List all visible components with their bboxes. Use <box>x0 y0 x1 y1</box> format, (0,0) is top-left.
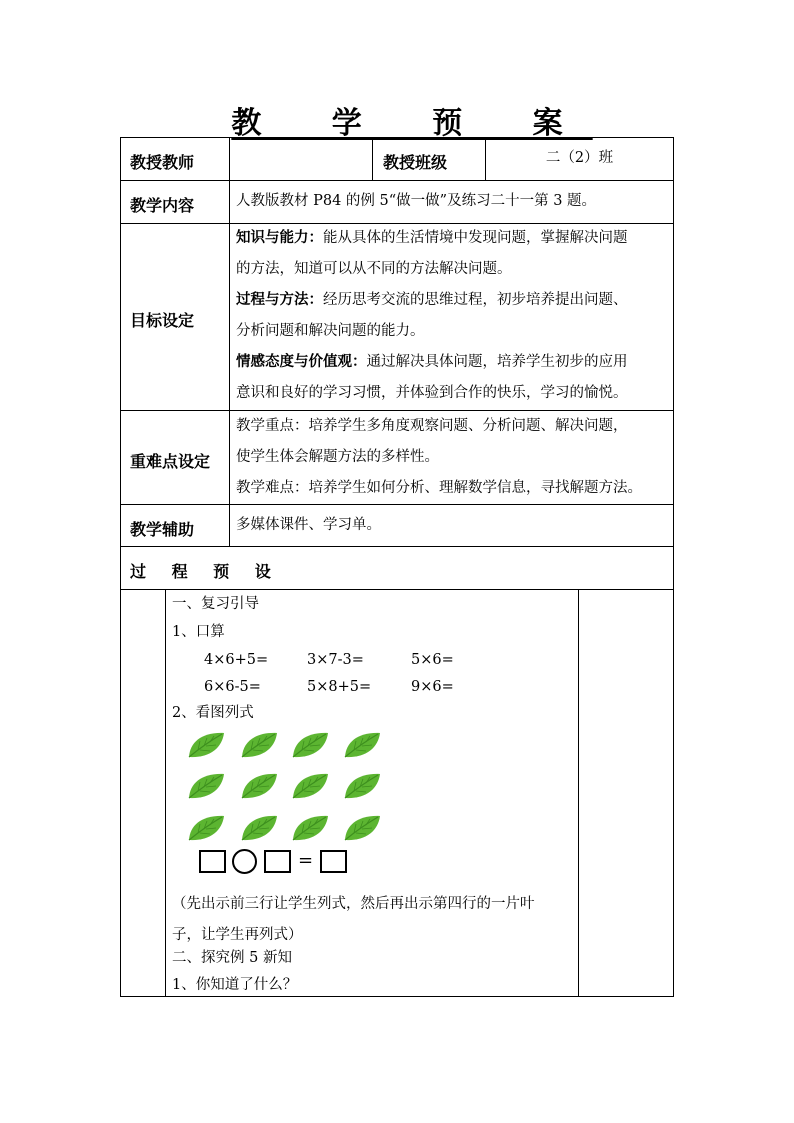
key-points: 教学重点：培养学生多角度观察问题、分析问题、解决问题， 使学生体会解题方法的多样性。 教学难点：培养学生如何分析、理解数学信息，寻找解题方法。 <box>236 418 642 496</box>
calc-1-1: 4×6+5= <box>204 652 269 668</box>
answer-box-3 <box>320 850 347 873</box>
leaf-icon <box>342 771 382 801</box>
oral-calc-heading: 1、口算 <box>172 624 225 640</box>
calc-2-1: 6×6-5= <box>204 679 261 695</box>
leaf-icon <box>186 813 226 843</box>
leaf-icon <box>239 813 279 843</box>
process-heading: 过 程 预 设 <box>130 562 281 581</box>
leaf-icon <box>290 730 330 760</box>
class-value: 二（2）班 <box>545 150 614 166</box>
aids-value: 多媒体课件、学习单。 <box>236 517 381 533</box>
leaf-icon <box>290 771 330 801</box>
calc-1-2: 3×7-3= <box>307 652 364 668</box>
leaf-icon <box>239 730 279 760</box>
leaf-icon <box>186 771 226 801</box>
leaf-icon <box>342 813 382 843</box>
leaf-icon <box>290 813 330 843</box>
picture-equation-heading: 2、看图列式 <box>172 705 254 721</box>
goal-knowledge-head: 知识与能力： <box>236 230 323 246</box>
operator-circle <box>232 849 257 874</box>
teacher-label: 教授教师 <box>130 153 195 172</box>
class-label: 教授班级 <box>383 153 448 172</box>
calc-2-3: 9×6= <box>411 679 454 695</box>
content-label: 教学内容 <box>130 196 195 215</box>
goal-emotion-head: 情感态度与价值观： <box>236 354 367 370</box>
key-points-label: 重难点设定 <box>130 452 211 471</box>
goal-knowledge: 知识与能力：能从具体的生活情境中发现问题，掌握解决问题 的方法，知道可以从不同的方法解决问题。 过程与方法：经历思考交流的思维过程，初步培养提出问题、 分析问题和解决问题的能力。 情感态度与价值观：通过解决具体问题，培养学生初步的应用 意识和良好的学习习惯，并体验到合作的快乐，学习的愉悦。 <box>236 230 628 401</box>
goal-process-head: 过程与方法： <box>236 292 323 308</box>
page-title: 教 学 预 案 <box>231 106 593 141</box>
leaf-icon <box>186 730 226 760</box>
leaf-icon <box>342 730 382 760</box>
leaf-icon <box>239 771 279 801</box>
calc-1-3: 5×6= <box>411 652 454 668</box>
aids-label: 教学辅助 <box>130 520 195 539</box>
goals-label: 目标设定 <box>130 311 195 330</box>
content-value: 人教版教材 P84 的例 5“做一做”及练习二十一第 3 题。 <box>236 193 597 209</box>
section-review: 一、复习引导 <box>172 596 259 612</box>
equals-sign: = <box>298 850 314 871</box>
answer-box-1 <box>199 850 226 873</box>
answer-box-2 <box>264 850 291 873</box>
section-explore: 二、探究例 5 新知 <box>172 950 292 966</box>
question-what-know: 1、你知道了什么？ <box>172 977 298 993</box>
calc-2-2: 5×8+5= <box>307 679 372 695</box>
teaching-note: （先出示前三行让学生列式，然后再出示第四行的一片叶 子，让学生再列式） <box>172 896 535 943</box>
